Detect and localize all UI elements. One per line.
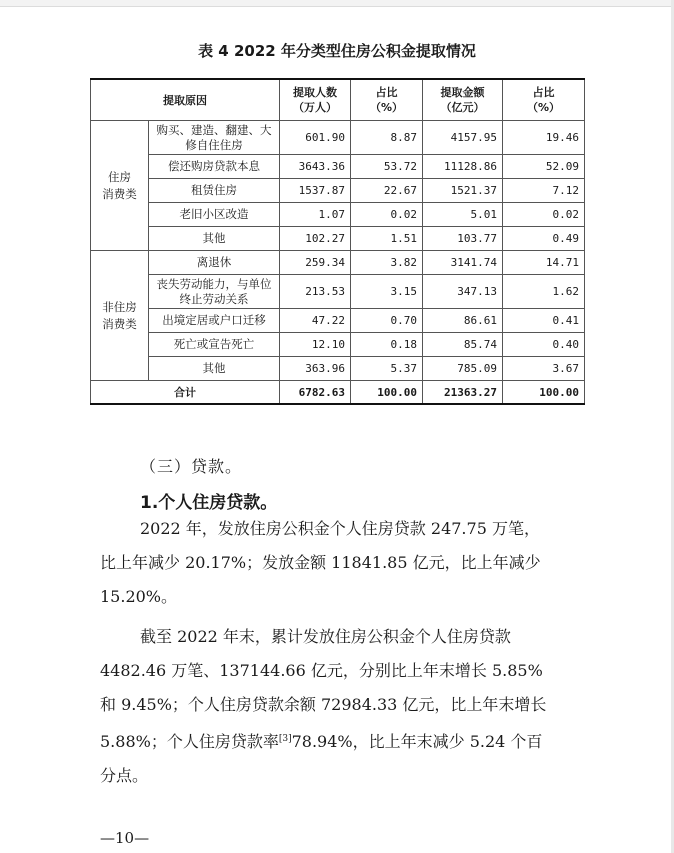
people-pct-cell: 3.15 [351, 275, 423, 309]
header-amount-pct: 占比 （%） [503, 79, 585, 121]
total-amount: 21363.27 [423, 381, 503, 405]
people-cell: 601.90 [280, 121, 351, 155]
header-people: 提取人数 （万人） [280, 79, 351, 121]
withdrawal-table [90, 78, 585, 405]
people-pct-cell: 0.02 [351, 203, 423, 227]
people-cell: 102.27 [280, 227, 351, 251]
reason-cell: 租赁住房 [149, 179, 280, 203]
section-subheading: （三）贷款。 [140, 457, 243, 476]
amount-pct-cell: 52.09 [503, 155, 585, 179]
total-row [91, 381, 585, 405]
people-pct-cell: 1.51 [351, 227, 423, 251]
reason-cell: 偿还购房贷款本息 [149, 155, 280, 179]
amount-cell: 86.61 [423, 309, 503, 333]
total-amount-pct: 100.00 [503, 381, 585, 405]
table-row [91, 309, 585, 333]
reason-cell: 出境定居或户口迁移 [149, 309, 280, 333]
paragraph-line [100, 722, 578, 759]
paragraph-line: 比上年减少 20.17%；发放金额 11841.85 亿元，比上年减少 [100, 553, 541, 572]
footnote-ref: [3] [278, 734, 292, 744]
table-row [91, 227, 585, 251]
people-pct-cell: 3.82 [351, 251, 423, 275]
page-edge [0, 0, 674, 7]
total-label: 合计 [91, 381, 280, 405]
people-cell: 47.22 [280, 309, 351, 333]
reason-cell: 丧失劳动能力，与单位 终止劳动关系 [149, 275, 280, 309]
amount-pct-cell: 0.40 [503, 333, 585, 357]
table-header-row [91, 79, 585, 121]
amount-cell: 1521.37 [423, 179, 503, 203]
amount-cell: 347.13 [423, 275, 503, 309]
table-row [91, 203, 585, 227]
reason-cell: 其他 [149, 227, 280, 251]
reason-cell: 老旧小区改造 [149, 203, 280, 227]
amount-pct-cell: 3.67 [503, 357, 585, 381]
paragraph-text: 78.94%，比上年末减少 5.24 个百 [291, 732, 543, 751]
header-reason: 提取原因 [91, 79, 280, 121]
table-row [91, 333, 585, 357]
people-cell: 213.53 [280, 275, 351, 309]
table-row [91, 275, 585, 309]
reason-cell: 死亡或宣告死亡 [149, 333, 280, 357]
total-people-pct: 100.00 [351, 381, 423, 405]
paragraph-text: 5.88%；个人住房贷款率 [100, 732, 279, 751]
paragraph-line: 15.20%。 [100, 587, 178, 606]
page-number: —10— [100, 829, 150, 847]
table-row [91, 357, 585, 381]
people-pct-cell: 0.70 [351, 309, 423, 333]
amount-pct-cell: 0.41 [503, 309, 585, 333]
reason-cell: 购买、建造、翻建、大 修自住住房 [149, 121, 280, 155]
paragraph-line: 4482.46 万笔、137144.66 亿元，分别比上年末增长 5.85% [100, 661, 543, 680]
paragraph-line: 和 9.45%；个人住房贷款余额 72984.33 亿元，比上年末增长 [100, 695, 547, 714]
reason-cell: 离退休 [149, 251, 280, 275]
people-cell: 1.07 [280, 203, 351, 227]
people-pct-cell: 5.37 [351, 357, 423, 381]
amount-pct-cell: 14.71 [503, 251, 585, 275]
header-people-pct: 占比 （%） [351, 79, 423, 121]
category-cell: 非住房 消费类 [91, 251, 149, 381]
amount-cell: 785.09 [423, 357, 503, 381]
table-row [91, 121, 585, 155]
people-cell: 12.10 [280, 333, 351, 357]
amount-pct-cell: 7.12 [503, 179, 585, 203]
amount-pct-cell: 0.49 [503, 227, 585, 251]
paragraph-line: 截至 2022 年末，累计发放住房公积金个人住房贷款 [140, 627, 511, 646]
amount-cell: 103.77 [423, 227, 503, 251]
table-row [91, 155, 585, 179]
paragraph-line: 2022 年，发放住房公积金个人住房贷款 247.75 万笔， [140, 519, 540, 538]
amount-cell: 5.01 [423, 203, 503, 227]
paragraph-2 [100, 620, 578, 793]
total-people: 6782.63 [280, 381, 351, 405]
amount-cell: 85.74 [423, 333, 503, 357]
paragraph-1 [100, 512, 578, 614]
amount-cell: 4157.95 [423, 121, 503, 155]
amount-cell: 11128.86 [423, 155, 503, 179]
amount-cell: 3141.74 [423, 251, 503, 275]
table-row [91, 179, 585, 203]
header-amount: 提取金额 （亿元） [423, 79, 503, 121]
amount-pct-cell: 0.02 [503, 203, 585, 227]
people-pct-cell: 8.87 [351, 121, 423, 155]
reason-cell: 其他 [149, 357, 280, 381]
people-cell: 259.34 [280, 251, 351, 275]
people-cell: 3643.36 [280, 155, 351, 179]
people-cell: 1537.87 [280, 179, 351, 203]
people-cell: 363.96 [280, 357, 351, 381]
section-heading: 1.个人住房贷款。 [140, 493, 278, 513]
table-row [91, 251, 585, 275]
people-pct-cell: 53.72 [351, 155, 423, 179]
amount-pct-cell: 19.46 [503, 121, 585, 155]
paragraph-line: 分点。 [100, 766, 149, 785]
people-pct-cell: 0.18 [351, 333, 423, 357]
amount-pct-cell: 1.62 [503, 275, 585, 309]
category-cell: 住房 消费类 [91, 121, 149, 251]
people-pct-cell: 22.67 [351, 179, 423, 203]
table-title: 表 4 2022 年分类型住房公积金提取情况 [198, 42, 476, 60]
